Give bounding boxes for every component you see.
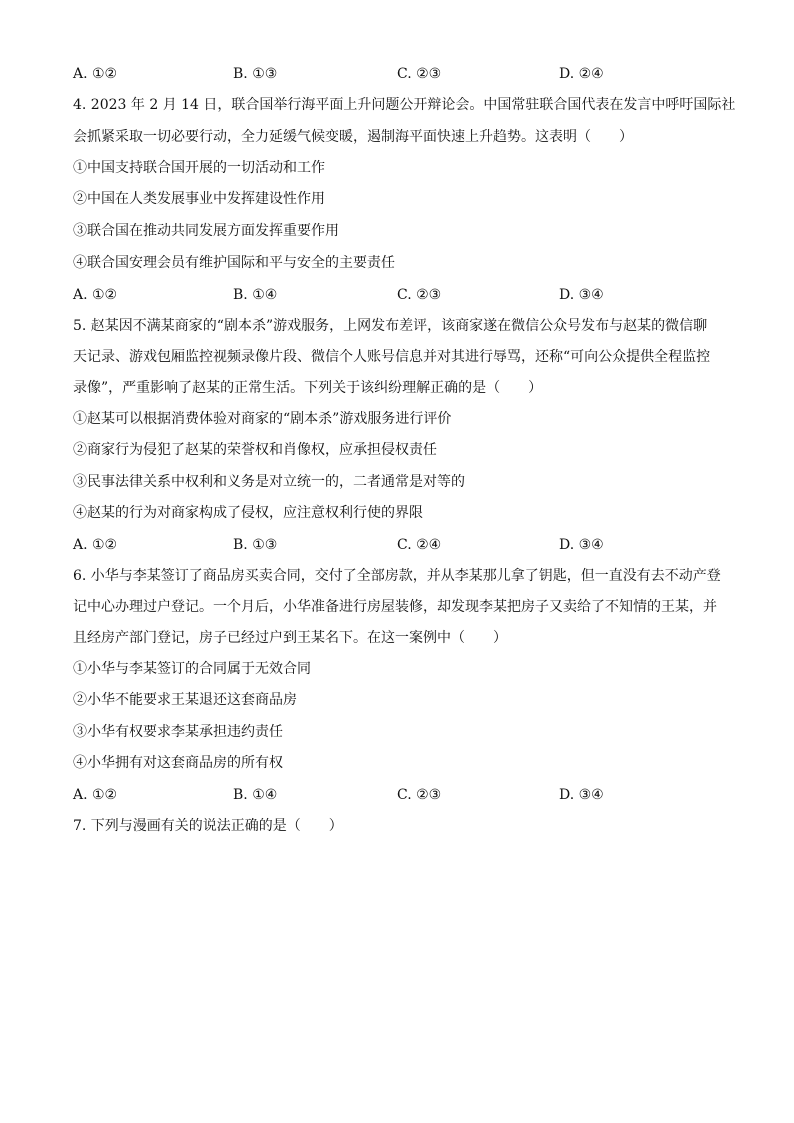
question-text-line: ①赵某可以根据消费体验对商家的“剧本杀”游戏服务进行评价	[73, 411, 452, 427]
answer-option: D. ②④	[559, 66, 604, 82]
answer-options-row	[73, 535, 723, 555]
answer-option: A. ①②	[73, 66, 118, 82]
question-text-line: 且经房产部门登记，房子已经过户到王某名下。在这一案例中（ ）	[73, 630, 507, 646]
question-text-line: 7. 下列与漫画有关的说法正确的是（ ）	[73, 818, 343, 834]
question-text-line: ②中国在人类发展事业中发挥建设性作用	[73, 191, 325, 207]
answer-option: C. ②③	[397, 66, 442, 82]
question-text-line: 6. 小华与李某签订了商品房买卖合同，交付了全部房款，并从李某那儿拿了钥匙，但一直没有去不动产登	[73, 568, 721, 584]
question-text-line: ③联合国在推动共同发展方面发挥重要作用	[73, 223, 339, 239]
answer-options-row	[73, 64, 723, 84]
question-text-line: ①中国支持联合国开展的一切活动和工作	[73, 160, 325, 176]
answer-option: B. ①④	[233, 287, 278, 303]
question-text-line: ①小华与李某签订的合同属于无效合同	[73, 661, 311, 677]
question-text-line: ④赵某的行为对商家构成了侵权，应注意权利行使的界限	[73, 505, 423, 521]
answer-option: C. ②③	[397, 287, 442, 303]
answer-option: A. ①②	[73, 537, 118, 553]
answer-option: B. ①③	[233, 66, 278, 82]
answer-options-row	[73, 285, 723, 305]
answer-option: C. ②③	[397, 787, 442, 803]
answer-option: D. ③④	[559, 287, 604, 303]
question-text-line: ②小华不能要求王某退还这套商品房	[73, 692, 297, 708]
question-text-line: ③小华有权要求李某承担违约责任	[73, 724, 283, 740]
question-text-line: 会抓紧采取一切必要行动，全力延缓气候变暖，遏制海平面快速上升趋势。这表明（ ）	[73, 129, 633, 145]
answer-option: B. ①④	[233, 787, 278, 803]
question-text-line: ④小华拥有对这套商品房的所有权	[73, 755, 283, 771]
question-text-line: ④联合国安理会员有维护国际和平与安全的主要责任	[73, 255, 395, 271]
answer-option: A. ①②	[73, 787, 118, 803]
question-text-line: 记中心办理过户登记。一个月后，小华准备进行房屋装修，却发现李某把房子又卖给了不知情的王某，并	[73, 599, 717, 615]
question-text-line: ②商家行为侵犯了赵某的荣誉权和肖像权，应承担侵权责任	[73, 442, 437, 458]
question-text-line: 5. 赵某因不满某商家的“剧本杀”游戏服务，上网发布差评，该商家遂在微信公众号发布与赵某的微信聊	[73, 318, 708, 334]
answer-option: A. ①②	[73, 287, 118, 303]
question-text-line: 天记录、游戏包厢监控视频录像片段、微信个人账号信息并对其进行辱骂，还称“可向公众提供全程监控	[73, 349, 711, 365]
answer-option: D. ③④	[559, 787, 604, 803]
answer-options-row	[73, 785, 723, 805]
question-text-line: ③民事法律关系中权利和义务是对立统一的，二者通常是对等的	[73, 474, 465, 490]
question-text-line: 录像”，严重影响了赵某的正常生活。下列关于该纠纷理解正确的是（ ）	[73, 380, 543, 396]
answer-option: C. ②④	[397, 537, 442, 553]
answer-option: D. ③④	[559, 537, 604, 553]
answer-option: B. ①③	[233, 537, 278, 553]
question-text-line: 4. 2023 年 2 月 14 日，联合国举行海平面上升问题公开辩论会。中国常驻联合国代表在发言中呼吁国际社	[73, 97, 736, 113]
